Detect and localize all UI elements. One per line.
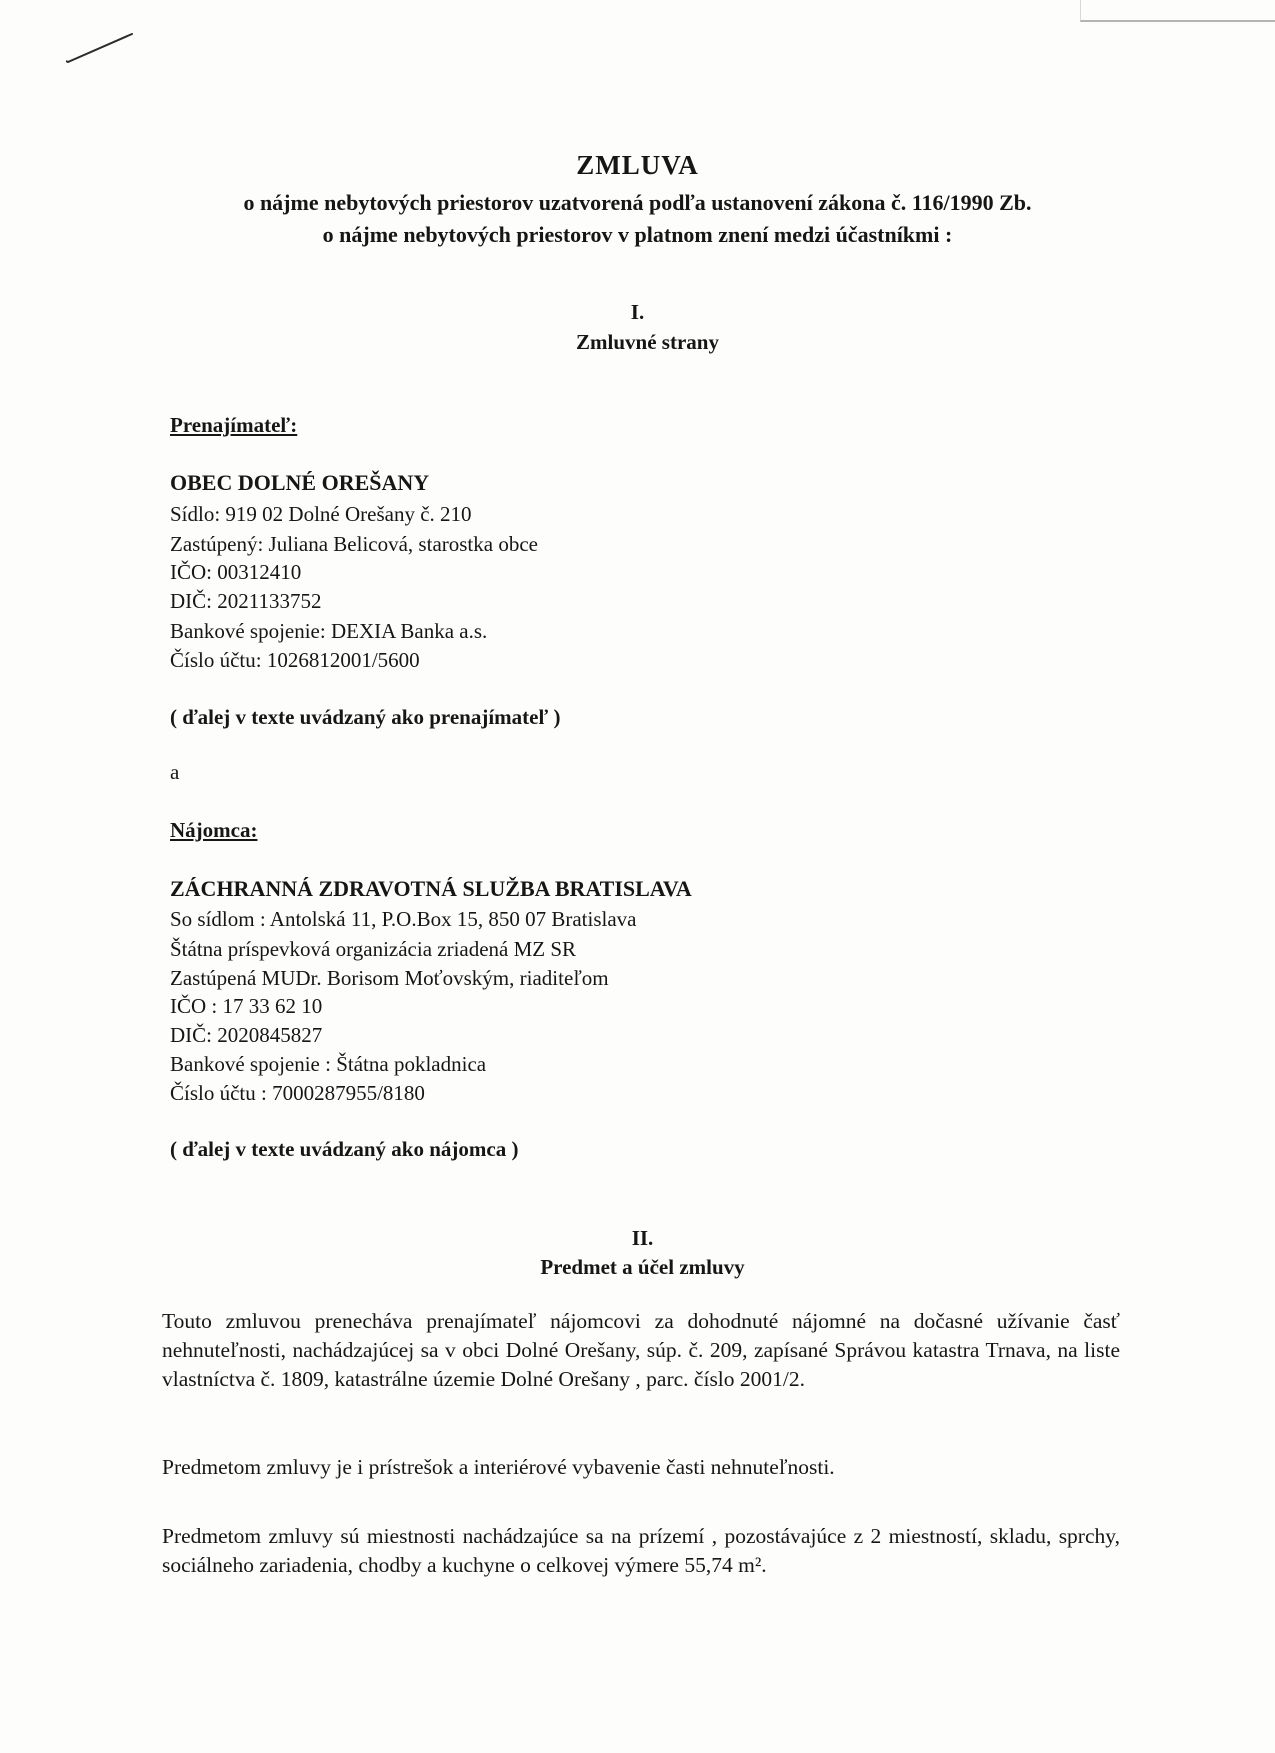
landlord-label: Prenajímateľ: [170, 413, 298, 437]
scan-edge-mark [1080, 0, 1275, 22]
section-2-title: Predmet a účel zmluvy [540, 1255, 745, 1279]
tenant-seat: So sídlom : Antolská 11, P.O.Box 15, 850 07 Bratislava [170, 907, 637, 931]
tenant-org: Štátna príspevková organizácia zriadená MZ SR [170, 937, 577, 961]
tenant-ico: IČO : 17 33 62 10 [170, 994, 323, 1018]
section-2-paragraph-3: Predmetom zmluvy sú miestnosti nachádzajúce sa na prízemí , pozostávajúce z 2 miestností, skladu, sprchy, sociálneho zariadenia, chodby a kuchyne o celkovej výmere 55,74 m². [162, 1524, 1120, 1577]
pen-stroke-mark [66, 28, 136, 68]
conjunction: a [170, 760, 180, 784]
section-1-title: Zmluvné strany [576, 330, 719, 354]
tenant-label: Nájomca: [170, 818, 258, 842]
tenant-name: ZÁCHRANNÁ ZDRAVOTNÁ SLUŽBA BRATISLAVA [170, 876, 692, 901]
tenant-account: Číslo účtu : 7000287955/8180 [170, 1081, 425, 1105]
landlord-note: ( ďalej v texte uvádzaný ako prenajímateľ ) [170, 705, 561, 729]
tenant-dic: DIČ: 2020845827 [170, 1023, 323, 1047]
landlord-account: Číslo účtu: 1026812001/5600 [170, 648, 420, 672]
landlord-seat: Sídlo: 919 02 Dolné Orešany č. 210 [170, 502, 472, 526]
document-subtitle-1: o nájme nebytových priestorov uzatvorená podľa ustanovení zákona č. 116/1990 Zb. [243, 190, 1032, 215]
landlord-represented: Zastúpený: Juliana Belicová, starostka obce [170, 532, 538, 556]
tenant-represented: Zastúpená MUDr. Borisom Moťovským, riaditeľom [170, 966, 609, 990]
section-1-number: I. [630, 300, 645, 324]
landlord-name: OBEC DOLNÉ OREŠANY [170, 470, 430, 495]
document-title: ZMLUVA [576, 150, 699, 180]
tenant-bank: Bankové spojenie : Štátna pokladnica [170, 1052, 487, 1076]
document-subtitle-2: o nájme nebytových priestorov v platnom znení medzi účastníkmi : [322, 222, 953, 247]
section-2-number: II. [631, 1226, 654, 1250]
landlord-bank: Bankové spojenie: DEXIA Banka a.s. [170, 619, 488, 643]
landlord-ico: IČO: 00312410 [170, 560, 302, 584]
section-2-paragraph-1: Touto zmluvou prenecháva prenajímateľ nájomcovi za dohodnuté nájomné na dočasné užívanie časť nehnuteľnosti, nachádzajúcej sa v obci Dolné Orešany, súp. č. 209, zapísané Správou katastra Trnava, na liste vlastníctva č. 1809, katastrálne územie Dolné Orešany , parc. číslo 2001/2. [162, 1309, 1120, 1391]
section-2-paragraph-2: Predmetom zmluvy je i prístrešok a interiérové vybavenie časti nehnuteľnosti. [162, 1455, 835, 1479]
landlord-dic: DIČ: 2021133752 [170, 589, 322, 613]
tenant-note: ( ďalej v texte uvádzaný ako nájomca ) [170, 1137, 519, 1161]
